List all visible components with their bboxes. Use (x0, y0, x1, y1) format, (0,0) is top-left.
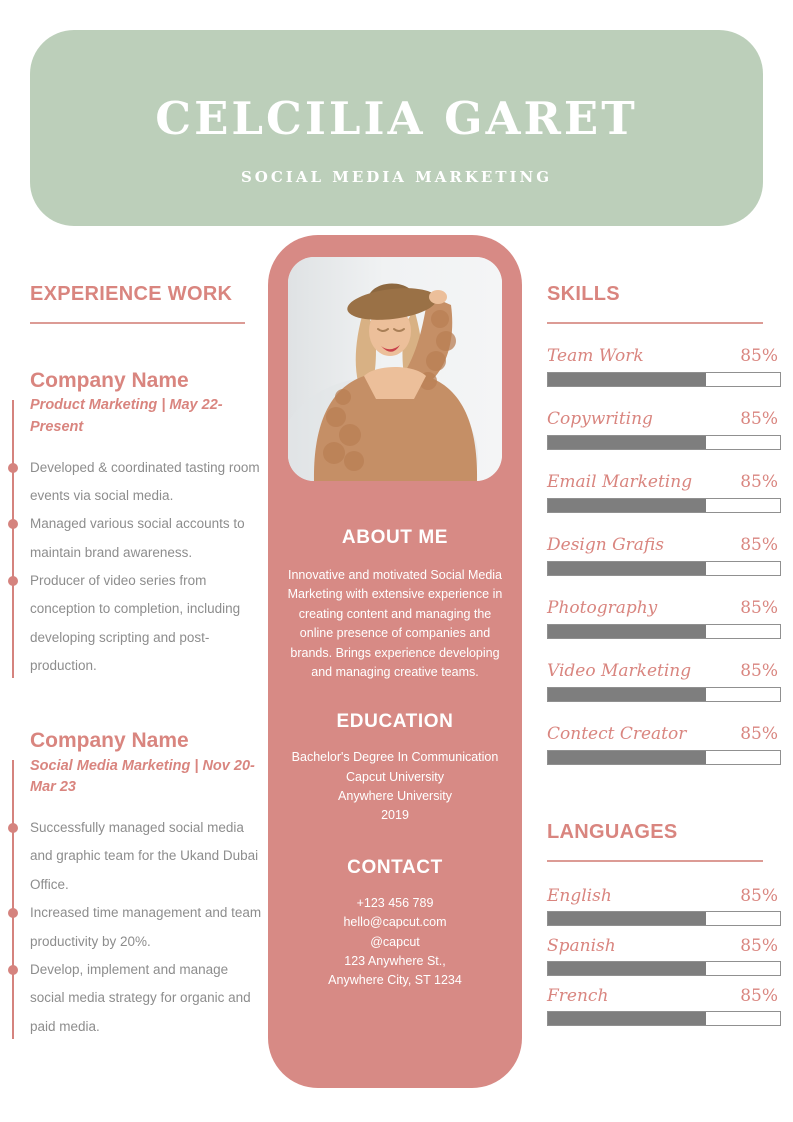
hand (429, 290, 447, 304)
skill-bar (547, 372, 781, 387)
skill-item (547, 409, 781, 450)
job-entry (30, 368, 263, 680)
skill-bar (547, 624, 781, 639)
skill-bar-fill (548, 562, 706, 575)
about-text: Innovative and motivated Social Media Marketing with extensive experience in creating content and managing the online presence of companies and brands. Brings experience developing and managing creative teams. (287, 568, 503, 679)
contact-lines (268, 894, 522, 991)
bullet-item: Managed various social accounts to maintain brand awareness. (30, 510, 263, 567)
skill-label: Team Work (547, 346, 644, 366)
skill-label: Video Marketing (547, 661, 692, 681)
profile-photo-illustration (288, 257, 502, 481)
skill-label-row (547, 661, 781, 681)
bullet-item: Producer of video series from conception to completion, including developing scripting and post-production. (30, 567, 263, 680)
skill-percent: 85% (740, 661, 778, 681)
education-line: Capcut University (346, 769, 444, 784)
bullet-item: Developed & coordinated tasting room events via social media. (30, 454, 263, 511)
languages-title: LANGUAGES (547, 821, 678, 843)
skills-title: SKILLS (547, 283, 620, 305)
education-heading: EDUCATION (336, 711, 454, 733)
language-label: English (547, 886, 612, 906)
skill-bar-fill (548, 688, 706, 701)
skill-item (547, 661, 781, 702)
language-percent: 85% (740, 936, 778, 956)
skill-label-row (547, 346, 781, 366)
skill-percent: 85% (740, 598, 778, 618)
skill-bar-fill (548, 625, 706, 638)
skills-divider (547, 322, 763, 324)
skills-section (547, 283, 781, 1026)
contact-line: 123 Anywhere St., (344, 953, 446, 968)
education-lines (268, 748, 522, 826)
language-bar (547, 961, 781, 976)
skill-label-row (547, 598, 781, 618)
contact-line: Anywhere City, ST 1234 (328, 973, 462, 988)
language-bar-fill (548, 1012, 706, 1025)
bullet-list (30, 454, 263, 681)
skill-percent: 85% (740, 472, 778, 492)
language-label: Spanish (547, 936, 616, 956)
language-label-row (547, 936, 781, 956)
language-item (547, 986, 781, 1026)
skill-bar (547, 435, 781, 450)
experience-section (30, 283, 263, 1041)
job-meta: Product Marketing | May 22-Present (30, 397, 223, 435)
bullet-item: Develop, implement and manage social media strategy for organic and paid media. (30, 956, 263, 1041)
bullet-item: Successfully managed social media and graphic team for the Ukand Dubai Office. (30, 814, 263, 899)
skill-label: Photography (547, 598, 658, 618)
skill-label-row (547, 724, 781, 744)
contact-line: @capcut (370, 934, 420, 949)
profile-photo (288, 257, 502, 481)
skill-label-row (547, 472, 781, 492)
education-line: Bachelor's Degree In Communication (291, 750, 499, 765)
skill-label-row (547, 409, 781, 429)
jobs-list (30, 368, 263, 1041)
skill-item (547, 598, 781, 639)
bullet-item: Increased time management and team productivity by 20%. (30, 899, 263, 956)
language-item (547, 886, 781, 926)
skill-percent: 85% (740, 724, 778, 744)
skill-item (547, 535, 781, 576)
language-bar (547, 911, 781, 926)
skill-item (547, 346, 781, 387)
skill-bar-fill (548, 436, 706, 449)
skill-percent: 85% (740, 409, 778, 429)
skill-bar-fill (548, 373, 706, 386)
skill-bar-fill (548, 751, 706, 764)
skill-percent: 85% (740, 535, 778, 555)
skill-label: Contect Creator (547, 724, 687, 744)
language-bar-fill (548, 962, 706, 975)
skill-label: Design Grafis (547, 535, 664, 555)
skills-list (547, 346, 781, 765)
contact-line: hello@capcut.com (343, 915, 447, 930)
education-line: 2019 (381, 808, 409, 823)
language-percent: 85% (740, 886, 778, 906)
skill-label: Email Marketing (547, 472, 693, 492)
person-name: CELCILIA GARET (155, 92, 638, 145)
language-bar (547, 1011, 781, 1026)
person-role: SOCIAL MEDIA MARKETING (240, 168, 553, 186)
skill-bar (547, 687, 781, 702)
language-percent: 85% (740, 986, 778, 1006)
profile-card (268, 235, 522, 1088)
skill-item (547, 724, 781, 765)
languages-list (547, 886, 781, 1026)
language-label: French (547, 986, 609, 1006)
bullet-list (30, 814, 263, 1041)
job-entry (30, 728, 263, 1040)
skill-item (547, 472, 781, 513)
experience-divider (30, 322, 245, 324)
language-bar-fill (548, 912, 706, 925)
education-line: Anywhere University (338, 789, 452, 803)
experience-title: EXPERIENCE WORK (30, 283, 233, 305)
skill-bar (547, 561, 781, 576)
company-name: Company Name (30, 729, 189, 753)
contact-line: +123 456 789 (356, 895, 434, 910)
company-name: Company Name (30, 369, 189, 392)
skill-bar (547, 750, 781, 765)
job-meta: Social Media Marketing | Nov 20-Mar 23 (30, 757, 255, 796)
contact-heading: CONTACT (347, 856, 443, 878)
language-item (547, 936, 781, 976)
language-label-row (547, 986, 781, 1006)
header-banner (30, 30, 763, 226)
skill-bar (547, 498, 781, 513)
skill-label-row (547, 535, 781, 555)
languages-divider (547, 860, 763, 862)
skill-bar-fill (548, 499, 706, 512)
about-heading: ABOUT ME (341, 527, 449, 548)
language-label-row (547, 886, 781, 906)
skill-label: Copywriting (547, 409, 653, 429)
skill-percent: 85% (740, 346, 778, 366)
